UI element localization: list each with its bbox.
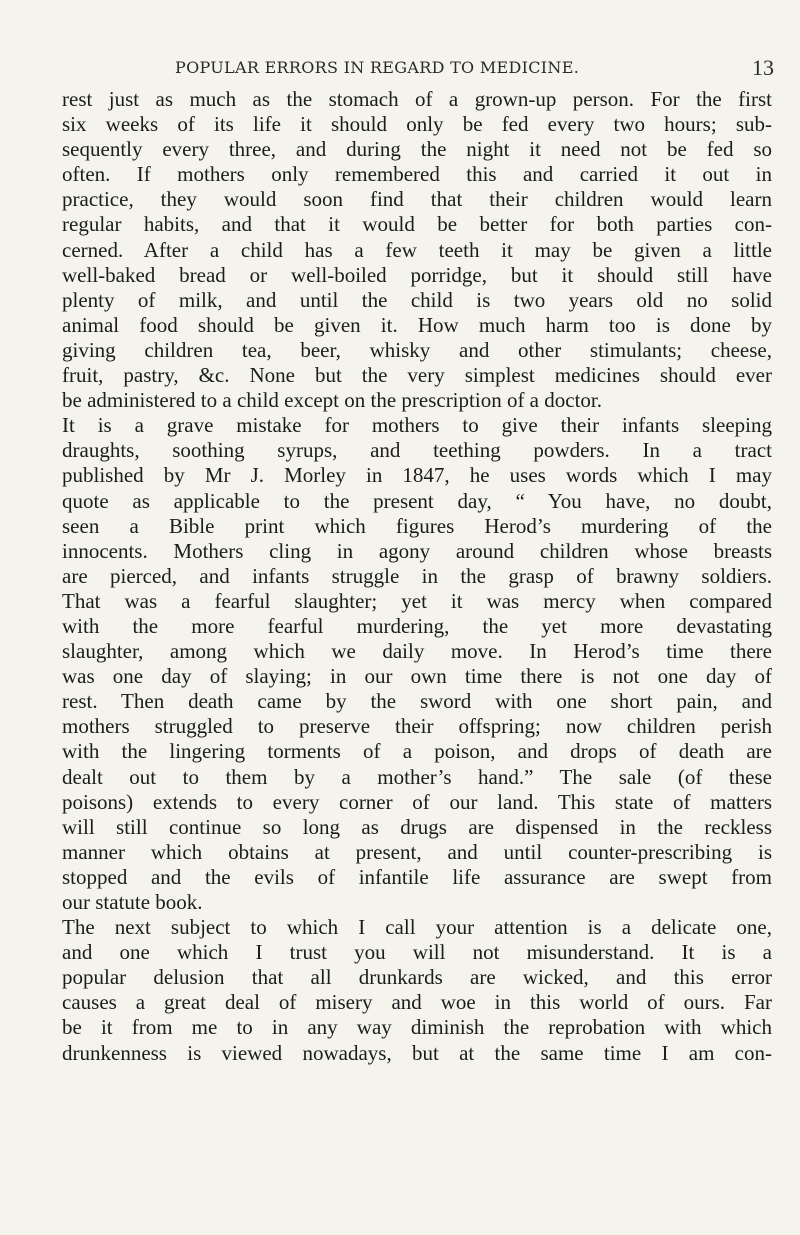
- text-line: was one day of slaying; in our own time there is not one day of: [62, 664, 772, 689]
- text-line: causes a great deal of misery and woe in this world of ours. Far: [62, 990, 772, 1015]
- text-line: slaughter, among which we daily move. In Herod’s time there: [62, 639, 772, 664]
- text-line: be administered to a child except on the prescription of a doctor.: [62, 388, 602, 413]
- text-line: It is a grave mistake for mothers to give their infants sleeping: [62, 413, 772, 438]
- text-line: published by Mr J. Morley in 1847, he uses words which I may: [62, 463, 772, 488]
- text-line: are pierced, and infants struggle in the grasp of brawny soldiers.: [62, 563, 772, 588]
- body-text: [62, 87, 772, 1066]
- text-line: popular delusion that all drunkards are wicked, and this error: [62, 965, 772, 990]
- text-line: will still continue so long as drugs are dispensed in the reckless: [62, 814, 772, 839]
- text-line: well-baked bread or well-boiled porridge, but it should still have: [62, 262, 772, 287]
- text-line: mothers struggled to preserve their offspring; now children perish: [62, 714, 772, 739]
- text-line: draughts, soothing syrups, and teething powders. In a tract: [62, 438, 772, 463]
- text-line: practice, they would soon find that their children would learn: [62, 187, 772, 212]
- page-number: 13: [752, 55, 774, 80]
- text-line: with the more fearful murdering, the yet more devastating: [62, 613, 772, 638]
- text-line: The next subject to which I call your attention is a delicate one,: [62, 915, 772, 940]
- text-line: fruit, pastry, &c. None but the very simplest medicines should ever: [62, 363, 772, 388]
- text-line: regular habits, and that it would be better for both parties con-: [62, 212, 772, 237]
- text-line: be it from me to in any way diminish the reprobation with which: [62, 1015, 772, 1040]
- text-line: often. If mothers only remembered this and carried it out in: [62, 162, 772, 187]
- running-title: POPULAR ERRORS IN REGARD TO MEDICINE.: [175, 58, 580, 77]
- text-line: quote as applicable to the present day, “ You have, no doubt,: [62, 488, 772, 513]
- text-line: and one which I trust you will not misunderstand. It is a: [62, 940, 772, 965]
- text-line: rest. Then death came by the sword with one short pain, and: [62, 689, 772, 714]
- text-line: rest just as much as the stomach of a grown-up person. For the first: [62, 87, 772, 111]
- text-line: manner which obtains at present, and until counter-prescribing is: [62, 839, 772, 864]
- text-line: seen a Bible print which figures Herod’s murdering of the: [62, 513, 772, 538]
- text-line: six weeks of its life it should only be fed every two hours; sub-: [62, 112, 772, 137]
- text-line: with the lingering torments of a poison, and drops of death are: [62, 739, 772, 764]
- text-line: cerned. After a child has a few teeth it may be given a little: [62, 237, 772, 262]
- text-line: innocents. Mothers cling in agony around children whose breasts: [62, 538, 772, 563]
- text-line: giving children tea, beer, whisky and other stimulants; cheese,: [62, 337, 772, 362]
- text-line: poisons) extends to every corner of our land. This state of matters: [62, 789, 772, 814]
- text-line: stopped and the evils of infantile life assurance are swept from: [62, 864, 772, 889]
- text-line: That was a fearful slaughter; yet it was mercy when compared: [62, 588, 772, 613]
- text-line: plenty of milk, and until the child is two years old no solid: [62, 287, 772, 312]
- text-line: our statute book.: [62, 890, 203, 914]
- text-line: dealt out to them by a mother’s hand.” The sale (of these: [62, 764, 772, 789]
- text-line: drunkenness is viewed nowadays, but at the same time I am con-: [62, 1040, 772, 1065]
- text-line: animal food should be given it. How much harm too is done by: [62, 312, 772, 337]
- text-line: sequently every three, and during the night it need not be fed so: [62, 137, 772, 162]
